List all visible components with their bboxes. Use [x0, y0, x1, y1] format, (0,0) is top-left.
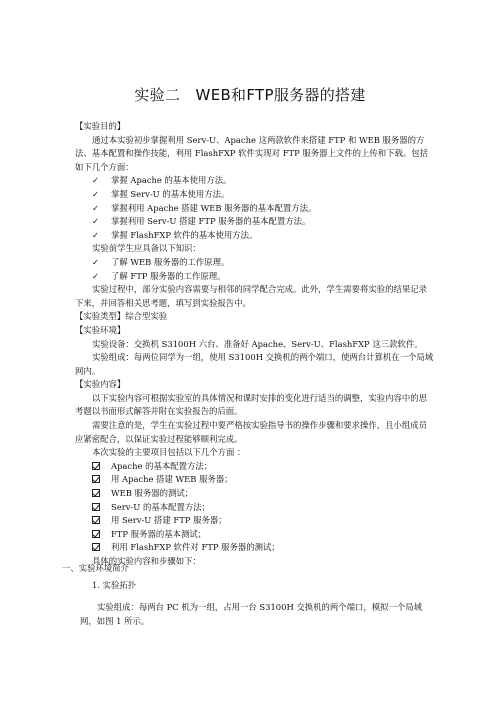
list-item: 用 Serv-U 搭建 FTP 服务器；: [75, 514, 435, 528]
page-title: 实验二 WEB和FTP服务器的搭建: [134, 86, 366, 104]
list-item: ✓ 掌握 FlashFXP 软件的基本使用方法。: [75, 229, 435, 243]
topology-text: 实验组成：每两台 PC 机为一组，占用一台 S3100H 交换机的两个端口，模拟一个局域网，如图 1 所示。: [80, 602, 423, 626]
type-heading: 【实验类型】: [75, 311, 126, 322]
content-p2: 需要注意的是，学生在实验过程中要严格按实验指导书的操作步骤和要求操作，且小组成员应紧密配合，以保证实验过程能够顺利完成。: [75, 420, 427, 444]
process-note: 实验过程中，部分实验内容需要与相邻的同学配合完成。此外，学生需要将实验的结果记录下来，并回答相关思考题，填写到实验报告中。: [75, 284, 427, 308]
goals-list: [75, 174, 435, 242]
check-mark-icon: ✓: [92, 270, 100, 281]
list-item: ✓ 掌握利用 Serv-U 搭建 FTP 服务器的基本配置方法。: [75, 215, 435, 229]
env-group: 实验组成：每两位同学为一组，使用 S3100H 交换机的两个端口，使两台计算机在一个局域网内。: [75, 352, 434, 376]
check-mark-icon: ✓: [92, 188, 100, 199]
purpose-heading: 【实验目的】: [75, 121, 126, 131]
content-p1: 以下实验内容可根据实验室的具体情况和课时安排的变化进行适当的调整，实验内容中的思考题以书面形式解答并附在实验报告的后面。: [75, 392, 427, 417]
check-mark-icon: ✓: [92, 229, 100, 240]
env-equipment: 实验设备：交换机 S3100H 六台、准备好 Apache、Serv-U、FlashFXP 这三款软件。: [92, 338, 423, 349]
list-item: FTP 服务器的基本测试；: [75, 528, 435, 542]
items-list: [75, 460, 435, 555]
check-mark-icon: ✓: [92, 216, 100, 227]
topology-paragraph: [80, 600, 432, 628]
list-item: 用 Apache 搭建 WEB 服务器；: [75, 473, 435, 487]
checkbox-checked-icon: [92, 503, 100, 511]
checkbox-checked-icon: [92, 475, 100, 483]
check-mark-icon: ✓: [92, 256, 100, 267]
check-mark-icon: ✓: [92, 175, 100, 186]
list-item: ✓ 掌握 Apache 的基本使用方法。: [75, 174, 435, 188]
list-item: ✓ 掌握 Serv-U 的基本使用方法。: [75, 188, 435, 202]
items-intro: 本次实验的主要项目包括以下几个方面 ：: [92, 447, 246, 458]
content-heading: 【实验内容】: [75, 379, 126, 390]
env-heading: 【实验环境】: [75, 324, 126, 335]
list-item: 利用 FlashFXP 软件对 FTP 服务器的测试；: [75, 541, 435, 555]
list-item: WEB 服务器的测试；: [75, 487, 435, 501]
prereq-intro: 实验前学生应具备以下知识：: [92, 243, 201, 254]
checkbox-checked-icon: [92, 489, 100, 497]
checkbox-checked-icon: [92, 462, 100, 470]
list-item: Serv-U 的基本配置方法；: [75, 501, 435, 515]
checkbox-checked-icon: [92, 530, 100, 538]
checkbox-checked-icon: [92, 516, 100, 524]
content-closing: 具体的实验内容和步骤如下：: [92, 556, 201, 566]
prereq-list: [75, 256, 435, 283]
document-body: [75, 120, 435, 569]
type-value: 综合型实验: [125, 311, 168, 322]
purpose-intro: 通过本实验初步掌握利用 Serv-U、Apache 这两款软件来搭建 FTP 和 WEB 服务器的方法、基本配置和操作技能，利用 FlashFXP 软件实现对 FTP 服务器上文件的上传和下载。包括如下几个方面：: [75, 134, 429, 172]
list-item: ✓ 了解 FTP 服务器的工作原理。: [75, 270, 435, 284]
list-item: Apache 的基本配置方法；: [75, 460, 435, 474]
subsection-heading: 1. 实验拓扑: [92, 580, 137, 590]
check-mark-icon: ✓: [92, 202, 100, 213]
type-line: [75, 310, 435, 324]
checkbox-checked-icon: [92, 543, 100, 551]
list-item: ✓ 掌握利用 Apache 搭建 WEB 服务器的基本配置方法。: [75, 202, 435, 216]
section-heading: 一、实验环境简介: [62, 563, 129, 573]
list-item: ✓ 了解 WEB 服务器的工作原理。: [75, 256, 435, 270]
